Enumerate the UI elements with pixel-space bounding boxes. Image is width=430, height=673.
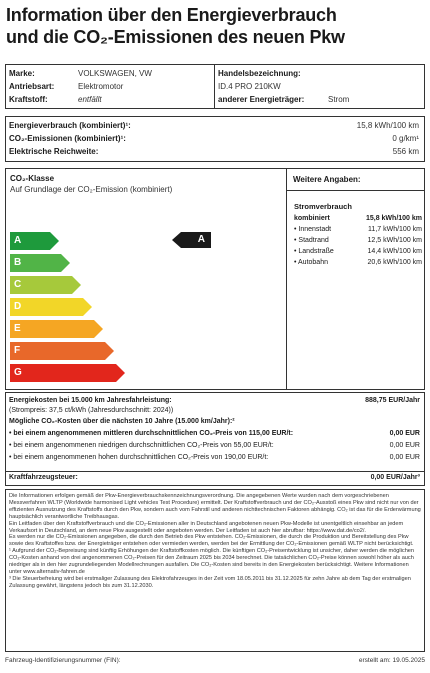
co2-class-bar-e	[10, 320, 94, 338]
costs-box	[5, 392, 425, 486]
consumption-label: Energieverbrauch (kombiniert)¹:	[9, 121, 131, 130]
note-paragraph: Ein Leitfaden über den Kraftstoffverbrauch und die CO₂-Emissionen aller in Deutschland angebotenen neuen Pkw-Modelle ist unentgeltlich einsehbar an jedem Verkaufsort in Deutschland, an dem neue Pkw ausgestellt oder angeboten werden. Der Leitfaden ist auch hier abrufbar: https://www.dat.de/co2/.	[9, 520, 404, 534]
co2-class-letter: E	[14, 323, 21, 334]
vehicle-class-letter: A	[197, 234, 205, 245]
co2-class-title: CO₂-Klasse	[10, 174, 55, 183]
steuer-value: 0,00 EUR/Jahr³	[370, 474, 420, 481]
co2-class-bar-tip	[83, 298, 92, 316]
co2-class-subtitle: Auf Grundlage der CO₂-Emission (kombiniert)	[10, 185, 173, 194]
stromverbrauch-label: kombiniert	[294, 215, 330, 222]
co2-kosten-label: • bei einem angenommenen mittleren durchschnittlichen CO₂-Preis von 115,00 EUR/t:	[9, 430, 294, 437]
handel-label: Handelsbezeichnung:	[218, 69, 301, 78]
co2-class-bar-b	[10, 254, 61, 272]
erstellt-date: erstellt am: 19.05.2025	[358, 657, 425, 664]
co2-class-bar-tip	[116, 364, 125, 382]
kraftstoff-row	[9, 95, 48, 105]
emission-label: CO₂-Emissionen (kombiniert)¹:	[9, 134, 126, 143]
co2-class-box	[5, 168, 425, 390]
co2-class-letter: A	[14, 235, 22, 246]
emission-value: 0 g/km¹	[392, 134, 419, 143]
stromverbrauch-value: 14,4 kWh/100 km	[367, 248, 422, 255]
co2-kosten-text: Mögliche CO₂-Kosten über die nächsten 10 Jahre (15.000 km/Jahr):²	[9, 418, 235, 425]
marke-label: Marke:	[9, 69, 35, 78]
page-title	[6, 4, 426, 48]
co2-class-letter: F	[14, 345, 21, 356]
stromverbrauch-label: • Autobahn	[294, 259, 328, 266]
co2-class-bar-tip	[72, 276, 81, 294]
note-paragraph: Es werden nur die CO₂-Emissionen angegeben, die durch den Betrieb des Pkw entstehen. CO₂-Emissionen, die durch die Produktion und Bereitstellung des Pkw sowie des Kraftstoffes bzw. der Energieträger entstehen oder vermieden werden, werden bei der Ermittlung der CO₂-Emissionen gemäß WLTP nicht berücksichtigt.	[9, 534, 414, 548]
co2-class-bar-f	[10, 342, 105, 360]
co2-kosten-value: 0,00 EUR	[389, 454, 420, 461]
note-paragraph: Die Informationen erfolgen gemäß der Pkw-Energieverbrauchskennzeichnungsverordnung. Die angegebenen Werte wurden nach dem vorgeschriebenen Messverfahren WLTP (Worldwide harmonised Light vehicles Test Procedure) ermittelt. Der Kraftstoffverbrauch und der CO₂-Ausstoß eines Pkw sind nicht nur von der effizienten Ausnutzung des Kraftstoffs durch den Pkw, sondern auch vom Fahrstil und anderen nichttechnischen Faktoren abhängig. CO₂ ist das für die Erderwärmung hauptsächlich verantwortliche Treibhausgas.	[9, 493, 421, 520]
co2-class-bar-tip	[61, 254, 70, 272]
consumption-box	[5, 116, 425, 162]
note-paragraph: ¹ Aufgrund der CO₂-Bepreisung sind künftig Erhöhungen der Kraftstoffkosten möglich. Die künftigen CO₂-Preisentwicklung ist unsicher, daher werden die möglichen CO₂-Kosten anhand von drei angenommenen CO₂-Preisen für den Zeitraum 2025 bis 2034 berechnet. Die tatsächlichen CO₂-Preise können sowohl höher als auch niedriger als in den hier zugrundeliegenden Modellrechnungen ausfallen. Die CO₂-Kosten sind bereits in den Energiekosten berücksichtigt. Weitere Informationen unter www.alternativ-fahren.de	[9, 548, 415, 575]
range-label: Elektrische Reichweite:	[9, 147, 99, 156]
co2-class-bar-d	[10, 298, 83, 316]
co2-class-bar-a	[10, 232, 50, 250]
weitere-angaben-title: Weitere Angaben:	[293, 175, 361, 184]
kraftstoff-label: Kraftstoff:	[9, 95, 48, 104]
title-line-1: Information über den Energieverbrauch	[6, 5, 337, 25]
co2-class-letter: D	[14, 301, 22, 312]
co2-kosten-value: 0,00 EUR	[389, 430, 420, 437]
energiekosten-label: Energiekosten bei 15.000 km Jahresfahrleistung:	[9, 397, 172, 404]
vehicle-divider	[214, 65, 215, 108]
antrieb-label: Antriebsart:	[9, 82, 55, 91]
stromverbrauch-title: Stromverbrauch	[294, 202, 352, 211]
stromverbrauch-label: • Landstraße	[294, 248, 334, 255]
co2-divider	[286, 169, 287, 389]
energie-value: Strom	[328, 95, 350, 104]
strompreis-text: (Strompreis: 37,5 ct/kWh (Jahresdurchschnitt: 2024))	[9, 407, 174, 414]
energie-label: anderer Energieträger:	[218, 95, 305, 104]
co2-class-letter: C	[14, 279, 22, 290]
notes-box	[5, 489, 425, 652]
co2-class-bar-tip	[50, 232, 59, 250]
co2-class-bar-tip	[105, 342, 114, 360]
co2-class-bar-tip	[94, 320, 103, 338]
vehicle-class-indicator	[181, 232, 211, 248]
stromverbrauch-value: 11,7 kWh/100 km	[368, 226, 422, 233]
co2-kosten-label: • bei einem angenommenen niedrigen durchschnittlichen CO₂-Preis von 55,00 EUR/t:	[9, 442, 274, 449]
co2-kosten-label: • bei einem angenommenen hohen durchschnittlichen CO₂-Preis von 190,00 EUR/t:	[9, 454, 269, 461]
indicator-arrow	[172, 232, 181, 248]
co2-kosten-value: 0,00 EUR	[389, 442, 420, 449]
co2-class-bar-c	[10, 276, 72, 294]
costs-divider	[6, 471, 424, 472]
stromverbrauch-label: • Stadtrand	[294, 237, 329, 244]
weitere-divider	[287, 190, 424, 191]
note-paragraph: ³ Die Steuerbefreiung wird bei erstmaliger Zulassung des Elektrofahrzeuges in der Zeit vom 18.05.2011 bis 31.12.2025 für zehn Jahre ab dem Tag der erstmaligen Zulassung gewährt, längstens jedoch bis zum 31.12.2030.	[9, 575, 411, 589]
fin-label: Fahrzeug-Identifizierungsnummer (FIN):	[5, 657, 121, 664]
energiekosten-value: 888,75 EUR/Jahr	[365, 397, 420, 404]
co2-class-bar-g	[10, 364, 116, 382]
marke-value: VOLKSWAGEN, VW	[78, 69, 152, 78]
stromverbrauch-value: 12,5 kWh/100 km	[367, 237, 422, 244]
marke-row	[9, 69, 35, 79]
co2-class-letter: G	[14, 367, 22, 378]
stromverbrauch-value: 20,6 kWh/100 km	[367, 259, 422, 266]
title-line-2: und die CO₂-Emissionen des neuen Pkw	[6, 27, 345, 47]
handel-value: ID.4 PRO 210KW	[218, 82, 281, 91]
co2-class-letter: B	[14, 257, 22, 268]
antrieb-row	[9, 82, 54, 92]
range-value: 556 km	[392, 147, 419, 156]
consumption-value: 15,8 kWh/100 km	[356, 121, 419, 130]
vehicle-info-box	[5, 64, 425, 109]
antrieb-value: Elektromotor	[78, 82, 124, 91]
kraftstoff-value: entfällt	[78, 95, 102, 104]
stromverbrauch-label: • Innenstadt	[294, 226, 332, 233]
steuer-label: Kraftfahrzeugsteuer:	[9, 474, 78, 481]
stromverbrauch-value: 15,8 kWh/100 km	[365, 215, 422, 222]
